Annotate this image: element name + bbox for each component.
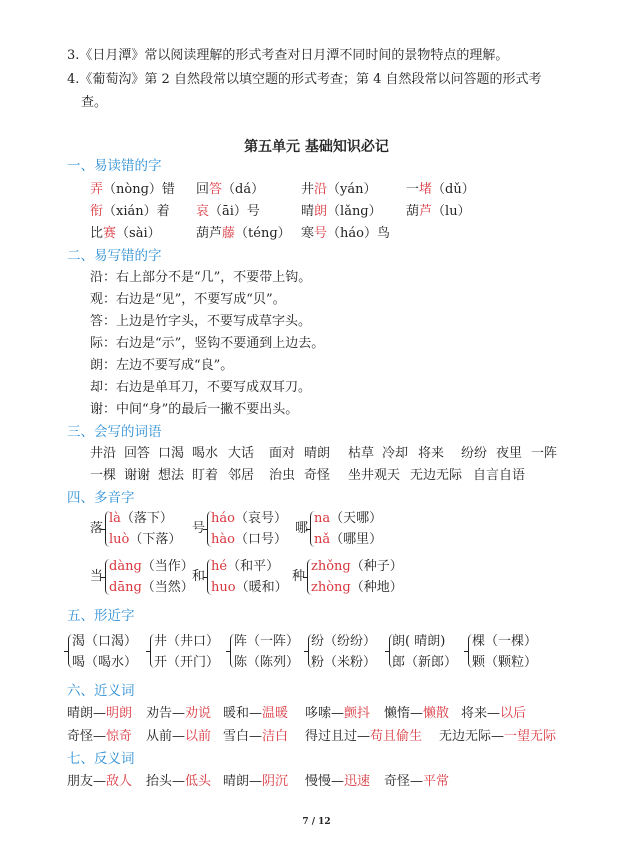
word-item: 寒号（háo）鸟 — [301, 226, 390, 241]
word-item: 葫芦（lu） — [406, 204, 471, 219]
vocab-word: 回答 — [124, 446, 151, 461]
vocab-word: 奇怪 — [304, 468, 331, 483]
similar-char: 粉（米粉） — [311, 655, 377, 670]
synonym-pair: 劝告—劝说 — [146, 706, 212, 721]
similar-char: 渴（口渴） — [72, 634, 138, 649]
polyphone-char: 号 — [192, 521, 206, 536]
reading: là（落下） — [109, 511, 173, 526]
section-heading-4: 四、多音字 — [67, 490, 135, 506]
reading: zhǒnɡ（种子） — [311, 559, 403, 574]
antonym-pair: 奇怪—平常 — [384, 774, 450, 789]
vocab-word: 口渴 — [158, 446, 185, 461]
synonym-pair: 暖和—温暖 — [223, 706, 289, 721]
reading: háo（哀号） — [211, 511, 287, 526]
intro-item-4-cont: 查。 — [81, 95, 108, 110]
synonym-pair: 晴朗—明朗 — [67, 706, 133, 721]
antonym-pair: 朋友—敌人 — [67, 774, 133, 789]
vocab-word: 井沿 — [90, 446, 117, 461]
word-item: 哀（āi）号 — [196, 204, 260, 219]
writing-note: 却：右边是单耳刀，不要写成双耳刀。 — [90, 380, 312, 395]
vocab-word: 将来 — [418, 446, 445, 461]
similar-char: 开（开门） — [154, 655, 220, 670]
synonym-pair: 从前—以前 — [146, 729, 212, 744]
antonym-pair: 抬头—低头 — [146, 774, 212, 789]
similar-char: 喝（喝水） — [72, 655, 138, 670]
writing-note: 朗：左边不要写成“良”。 — [90, 358, 234, 373]
antonym-pair: 慢慢—迅速 — [305, 774, 371, 789]
synonym-pair: 雪白—洁白 — [223, 729, 289, 744]
section-heading-6: 六、近义词 — [67, 683, 135, 699]
section-heading-5: 五、形近字 — [67, 608, 135, 624]
similar-char: 纷（纷纷） — [311, 634, 377, 649]
reading: huo（暖和） — [211, 580, 288, 595]
similar-char: 棵（一棵） — [472, 634, 538, 649]
word-item: 一堵（dǔ） — [406, 182, 475, 197]
vocab-word: 喝水 — [192, 446, 219, 461]
polyphone-char: 当 — [90, 569, 104, 584]
vocab-word: 盯着 — [192, 468, 219, 483]
synonym-pair: 奇怪—惊奇 — [67, 729, 133, 744]
vocab-word: 一阵 — [531, 446, 558, 461]
writing-note: 际：右边是“示”，竖钩不要通到上边去。 — [90, 336, 325, 351]
vocab-word: 治虫 — [269, 468, 296, 483]
intro-item-4: 4.《葡萄沟》第 2 自然段常以填空题的形式考查；第 4 自然段常以问答题的形式考 — [67, 72, 542, 87]
reading: hé（和平） — [211, 559, 280, 574]
reading: nǎ（哪里） — [314, 532, 383, 547]
reading: na（天哪） — [314, 511, 383, 526]
similar-char: 井（井口） — [154, 634, 220, 649]
vocab-word: 自言自语 — [473, 468, 526, 483]
section-heading-2: 二、易写错的字 — [67, 248, 162, 264]
word-item: 比赛（sài） — [90, 226, 161, 241]
word-item: 回答（dá） — [196, 182, 265, 197]
word-item: 晴朗（lǎnɡ） — [301, 204, 382, 219]
word-item: 弄（nònɡ）错 — [90, 182, 175, 197]
polyphone-char: 哪 — [295, 521, 309, 536]
vocab-word: 无边无际 — [410, 468, 463, 483]
similar-char: 陈（陈列） — [234, 655, 300, 670]
vocab-word: 冷却 — [382, 446, 409, 461]
vocab-word: 坐井观天 — [348, 468, 401, 483]
writing-note: 谢：中间“身”的最后一撇不要出头。 — [90, 402, 299, 417]
similar-char: 朗( 晴朗) — [392, 634, 446, 649]
vocab-word: 晴朗 — [304, 446, 331, 461]
similar-char: 阵（一阵） — [234, 634, 300, 649]
section-heading-7: 七、反义词 — [67, 751, 135, 767]
unit-title: 第五单元 基础知识必记 — [244, 139, 389, 155]
vocab-word: 大话 — [228, 446, 255, 461]
vocab-word: 夜里 — [496, 446, 523, 461]
vocab-word: 枯草 — [348, 446, 375, 461]
vocab-word: 面对 — [269, 446, 296, 461]
reading: dānɡ（当然） — [109, 580, 194, 595]
writing-note: 观：右边是“见”，不要写成“贝”。 — [90, 292, 286, 307]
word-item: 葫芦藤（ténɡ） — [196, 226, 291, 241]
vocab-word: 邻居 — [228, 468, 255, 483]
vocab-word: 一棵 — [90, 468, 117, 483]
synonym-pair: 得过且过—苟且偷生 — [305, 729, 423, 744]
synonym-pair: 将来—以后 — [461, 706, 527, 721]
polyphone-char: 落 — [90, 521, 104, 536]
word-item: 衔（xián）着 — [90, 204, 170, 219]
similar-char: 郎（新郎） — [392, 655, 458, 670]
word-item: 井沿（yán） — [301, 182, 377, 197]
reading: hào（口号） — [211, 532, 287, 547]
writing-note: 沿：右上部分不是“几”，不要带上钩。 — [90, 270, 312, 285]
section-heading-1: 一、易读错的字 — [67, 158, 162, 174]
vocab-word: 想法 — [158, 468, 185, 483]
section-heading-3: 三、会写的词语 — [67, 424, 162, 440]
synonym-pair: 无边无际—一望无际 — [439, 729, 557, 744]
antonym-pair: 晴朗—阴沉 — [223, 774, 289, 789]
similar-char: 颗（颗粒） — [472, 655, 538, 670]
intro-item-3: 3.《日月潭》常以阅读理解的形式考查对日月潭不同时间的景物特点的理解。 — [67, 48, 509, 63]
polyphone-char: 和 — [192, 569, 206, 584]
reading: dànɡ（当作） — [109, 559, 194, 574]
synonym-pair: 哆嗦—颤抖 — [305, 706, 371, 721]
writing-note: 答：上边是竹字头，不要写成草字头。 — [90, 314, 312, 329]
vocab-word: 谢谢 — [124, 468, 151, 483]
page-number: 7 / 12 — [302, 817, 331, 827]
polyphone-char: 种 — [292, 569, 306, 584]
vocab-word: 纷纷 — [461, 446, 488, 461]
synonym-pair: 懒惰—懒散 — [384, 706, 450, 721]
reading: zhònɡ（种地） — [311, 580, 403, 595]
reading: luò（下落） — [109, 532, 182, 547]
